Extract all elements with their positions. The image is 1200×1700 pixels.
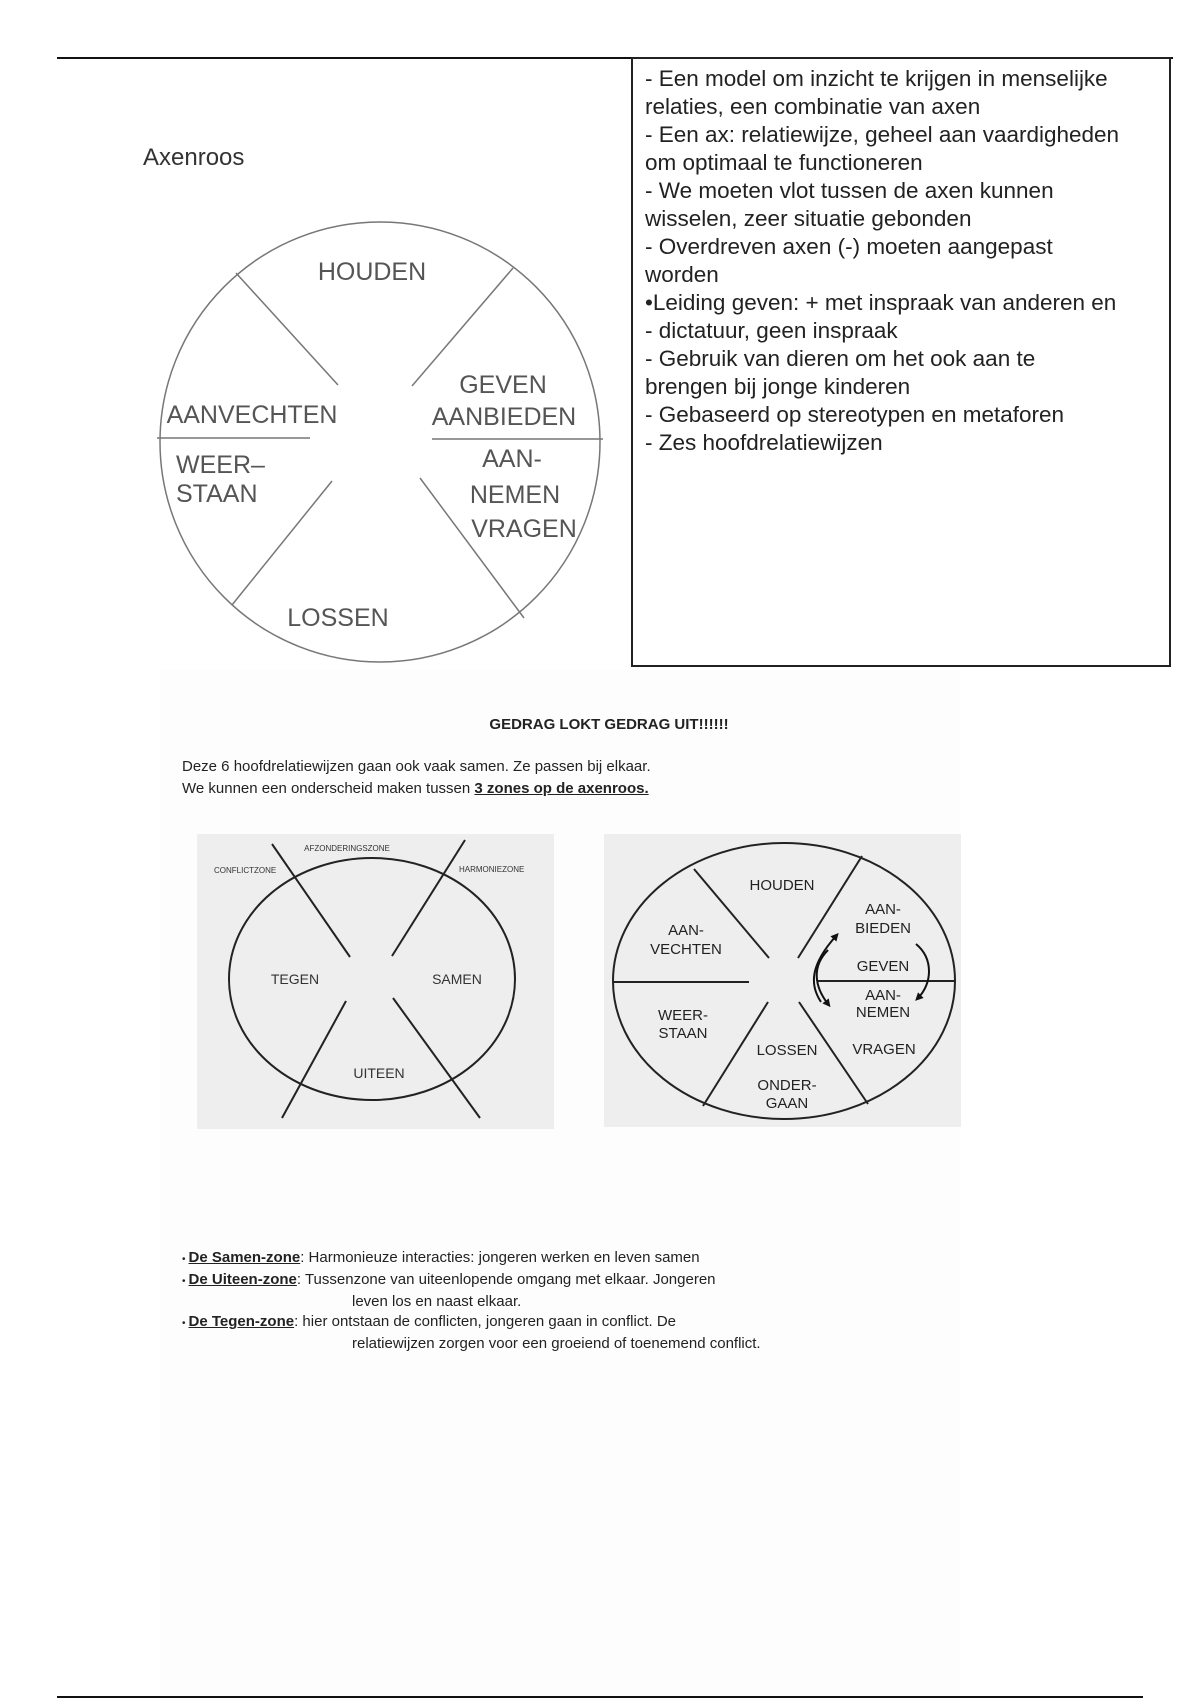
list-item: • De Samen-zone: Harmonieuze interacties: jongeren werken en leven samen	[182, 1249, 700, 1266]
list-item: • De Uiteen-zone: Tussenzone van uiteenlopende omgang met elkaar. Jongeren leven los en naast elkaar.	[182, 1270, 761, 1312]
label-houden: HOUDEN	[749, 877, 815, 894]
page-title: Axenroos	[143, 144, 245, 171]
note-line: - Een ax: relatiewijze, geheel aan vaardigheden	[645, 122, 1120, 147]
note-line: - Een model om inzicht te krijgen in menselijke	[645, 66, 1108, 91]
label-uiteen: UITEEN	[353, 1065, 405, 1081]
zones-list	[182, 1248, 761, 1354]
label-nemen: NEMEN	[469, 481, 561, 509]
label-onder: ONDER-	[757, 1077, 817, 1094]
zone-line-lr	[393, 998, 480, 1118]
zones-diagram	[197, 834, 554, 1129]
label-harmoniezone: HARMONIEZONE	[459, 865, 525, 874]
label-afzonderingszone: AFZONDERINGSZONE	[304, 844, 390, 853]
axenroos-wheel-detailed	[604, 834, 961, 1127]
label-aanbieden: AANBIEDEN	[431, 403, 577, 431]
intro-line-1: Deze 6 hoofdrelatiewijzen gaan ook vaak samen. Ze passen bij elkaar.	[182, 758, 651, 775]
label-aan-3: AAN-	[865, 987, 901, 1004]
notes-box	[631, 57, 1171, 667]
zone-line-ll	[282, 1001, 346, 1118]
label-bieden: BIEDEN	[855, 920, 911, 937]
label-nemen: NEMEN	[855, 1004, 911, 1021]
note-line: - Overdreven axen (-) moeten aangepast	[645, 234, 1053, 259]
note-line: wisselen, zeer situatie gebonden	[645, 206, 972, 231]
label-vragen: VRAGEN	[852, 1041, 916, 1058]
label-vechten: VECHTEN	[650, 941, 722, 958]
label-staan: STAAN	[176, 480, 258, 508]
wheel-outline	[160, 222, 600, 662]
list-item: • De Tegen-zone: hier ontstaan de conflicten, jongeren gaan in conflict. De relatiewijzen zorgen voor een groeiend of toenemend conflict.	[182, 1313, 761, 1352]
label-geven: GEVEN	[459, 371, 547, 399]
label-gaan: GAAN	[765, 1095, 809, 1112]
intro-paragraph	[182, 756, 651, 800]
label-samen: SAMEN	[432, 971, 482, 987]
label-lossen: LOSSEN	[756, 1042, 818, 1059]
label-lossen: LOSSEN	[287, 604, 389, 632]
arrow-down-icon	[916, 944, 929, 998]
note-line: - We moeten vlot tussen de axen kunnen	[645, 178, 1054, 203]
label-geven: GEVEN	[856, 958, 910, 975]
note-line: - dictatuur, geen inspraak	[645, 318, 898, 343]
zone-text: : Tussenzone van uiteenlopende omgang met elkaar. Jongeren	[296, 1271, 716, 1288]
label-houden: HOUDEN	[317, 258, 427, 286]
label-tegen: TEGEN	[270, 971, 320, 987]
note-line: - Zes hoofdrelatiewijzen	[645, 430, 883, 455]
zone-text: : Harmonieuze interacties: jongeren werken en leven samen	[300, 1249, 700, 1266]
note-line: brengen bij jonge kinderen	[645, 374, 911, 399]
note-line: relaties, een combinatie van axen	[645, 94, 981, 119]
label-vragen: VRAGEN	[471, 515, 577, 543]
zone-term: De Tegen-zone	[188, 1313, 295, 1330]
axenroos-wheel	[150, 220, 610, 670]
zone-term: De Samen-zone	[188, 1249, 301, 1266]
note-line: worden	[645, 262, 719, 287]
label-weer: WEER-	[658, 1007, 708, 1024]
label-aan-2: AAN-	[865, 901, 901, 918]
label-aan-1: AAN-	[668, 922, 704, 939]
label-aan: AAN-	[482, 445, 542, 473]
intro-line-2-text: We kunnen een onderscheid maken tussen	[182, 780, 475, 797]
zone-text: : hier ontstaan de conflicten, jongeren gaan in conflict. De	[294, 1313, 677, 1330]
divider-top-left	[236, 273, 338, 385]
note-line: om optimaal te functioneren	[645, 150, 923, 175]
zone-term: De Uiteen-zone	[188, 1271, 297, 1288]
label-weer: WEER–	[176, 451, 265, 479]
section-heading: GEDRAG LOKT GEDRAG UIT!!!!!!	[489, 716, 729, 733]
label-conflictzone: CONFLICTZONE	[214, 866, 277, 875]
label-staan: STAAN	[658, 1025, 708, 1042]
note-line: - Gebruik van dieren om het ook aan te	[645, 346, 1036, 371]
bottom-rule	[57, 1696, 1143, 1698]
intro-line-2	[182, 778, 651, 800]
intro-emphasis: 3 zones op de axenroos.	[474, 780, 649, 797]
note-line: - Gebaseerd op stereotypen en metaforen	[645, 402, 1065, 427]
zone-line-ur	[392, 840, 465, 956]
note-line: •Leiding geven: + met inspraak van anderen en	[645, 290, 1117, 315]
label-aanvechten: AANVECHTEN	[166, 401, 338, 429]
lower-panel-background	[160, 670, 960, 1700]
zone-continuation: leven los en naast elkaar.	[352, 1293, 522, 1310]
divider-top-right	[412, 268, 513, 386]
zone-continuation: relatiewijzen zorgen voor een groeiend of toenemend conflict.	[352, 1335, 761, 1352]
